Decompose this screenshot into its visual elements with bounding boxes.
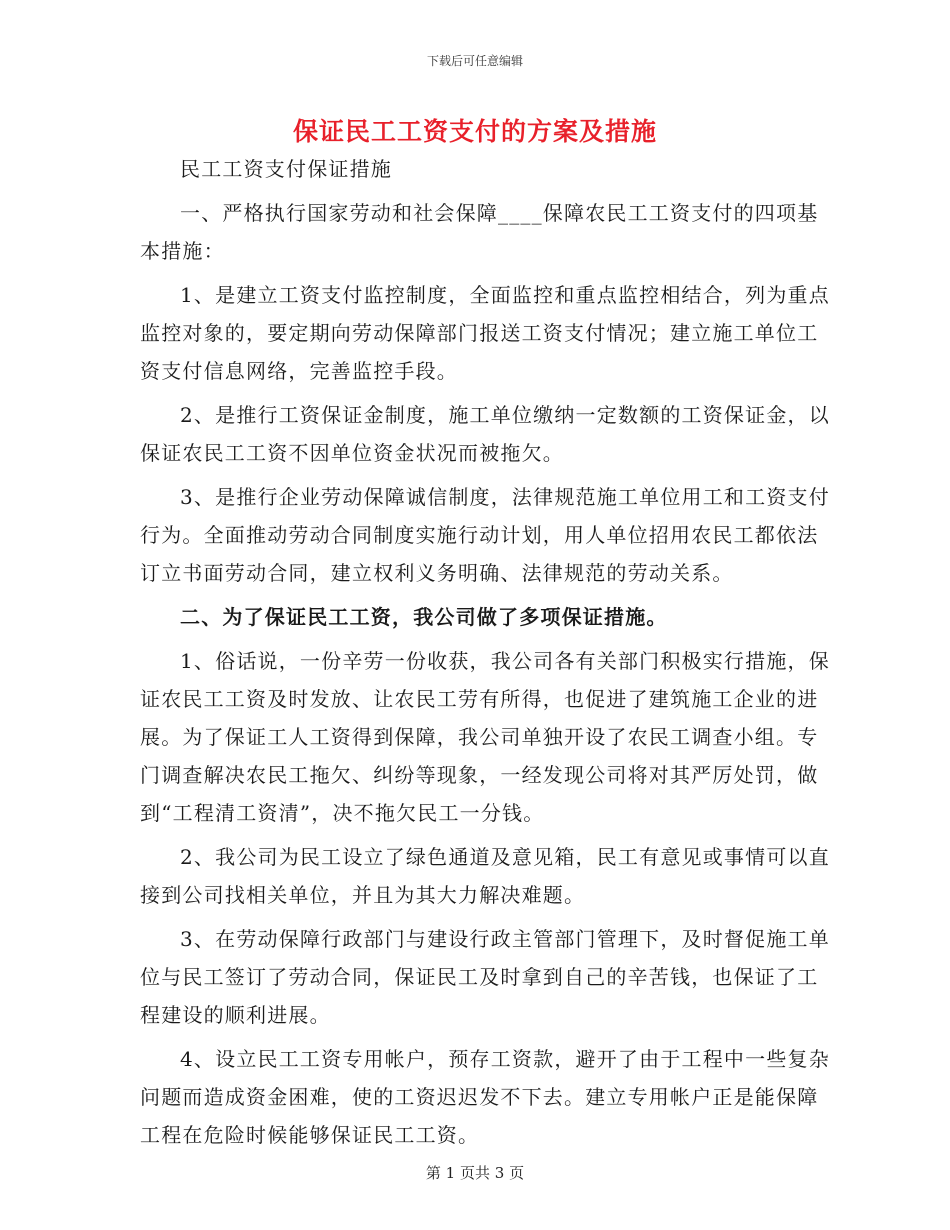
section-heading-2: 二、为了保证民工工资，我公司做了多项保证措施。	[180, 605, 668, 629]
paragraph-1: 一、严格执行国家劳动和社会保障____保障农民工工资支付的四项基本措施：	[140, 201, 819, 263]
paragraph-0: 民工工资支付保证措施	[180, 157, 392, 181]
paragraph-3: 2、是推行工资保证金制度，施工单位缴纳一定数额的工资保证金，以保证农民工工资不因单位资金状况而被拖欠。	[140, 403, 830, 465]
paragraph-4: 3、是推行企业劳动保障诚信制度，法律规范施工单位用工和工资支付行为。全面推动劳动合同制度实施行动计划，用人单位招用农民工都依法订立书面劳动合同，建立权利义务明确、法律规范的劳动关系。	[140, 485, 830, 585]
paragraph-9: 4、设立民工工资专用帐户，预存工资款，避开了由于工程中一些复杂问题而造成资金困难，使的工资迟迟发不下去。建立专用帐户正是能保障工程在危险时候能够保证民工工资。	[140, 1047, 830, 1147]
paragraph-6: 1、俗话说，一份辛劳一份收获，我公司各有关部门积极实行措施，保证农民工工资及时发放、让农民工劳有所得，也促进了建筑施工企业的进展。为了保证工人工资得到保障，我公司单独开设了农民工调查小组。专门调查解决农民工拖欠、纠纷等现象，一经发现公司将对其严厉处罚，做到“工程清工资清”，决不拖欠民工一分钱。	[140, 649, 830, 825]
paragraph-8: 3、在劳动保障行政部门与建设行政主管部门管理下，及时督促施工单位与民工签订了劳动合同，保证民工及时拿到自己的辛苦钱，也保证了工程建设的顺利进展。	[140, 927, 830, 1027]
paragraph-7: 2、我公司为民工设立了绿色通道及意见箱，民工有意见或事情可以直接到公司找相关单位，并且为其大力解决难题。	[140, 845, 830, 907]
paragraph-2: 1、是建立工资支付监控制度，全面监控和重点监控相结合，列为重点监控对象的，要定期向劳动保障部门报送工资支付情况；建立施工单位工资支付信息网络，完善监控手段。	[140, 283, 830, 383]
page-number: 第 1 页共 3 页	[425, 1164, 525, 1182]
document-body	[140, 150, 830, 1160]
document-title: 保证民工工资支付的方案及措施	[292, 117, 657, 146]
header-note: 下载后可任意编辑	[426, 54, 523, 68]
